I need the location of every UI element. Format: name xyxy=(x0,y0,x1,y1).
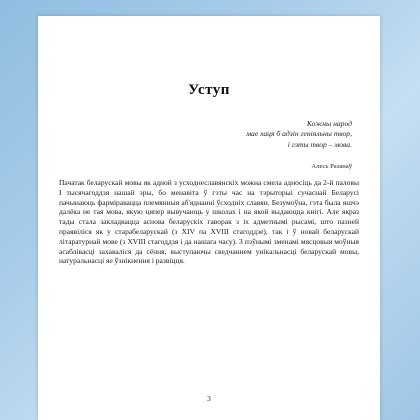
epigraph xyxy=(246,119,352,150)
epigraph-line: мае хаця б адзін геніяльны твор, xyxy=(246,129,352,139)
epigraph-author: Алесь Разанаў xyxy=(311,163,352,170)
page-title: Уступ xyxy=(188,82,230,98)
epigraph-line: Кожны народ xyxy=(306,119,352,128)
book-page xyxy=(38,16,380,420)
page-number: 3 xyxy=(207,394,211,403)
epigraph-line: і гэты твор – мова. xyxy=(287,139,352,149)
body-paragraph: Пачатак беларускай мовы як адной з усходнеславянскіх можна смела адносіць да 2-й паловы І тысячагоддзя нашай эры, бо менавіта ў гэты час на тэрыторыі сучаснай Беларусі пачынаюць фарміравацца племянныя аб'яднанні ўсходніх славян. Безумоўна, гэта была яшчэ далёка не тая мова, якую цяпер вывучаюць у школах і на якой выдаюцца кнігі. Але якраз тады стала закладвацца аснова беларускіх гаворак з іх адметнымі рысамі, што пазней праявіліся як у старабеларускай (з XIV па XVIII стагоддзе), так і ў новай беларускай літаратурнай мове (з XVIII стагоддзя і да нашага часу). З пэўнымі зменамі мясцовыя моўныя асаблівасці захаваліся да сёння, выступаючы сведчаннем унікальнасці беларускай мовы, натуральнасці яе ўзнікнення і развіцця. xyxy=(59,178,359,266)
